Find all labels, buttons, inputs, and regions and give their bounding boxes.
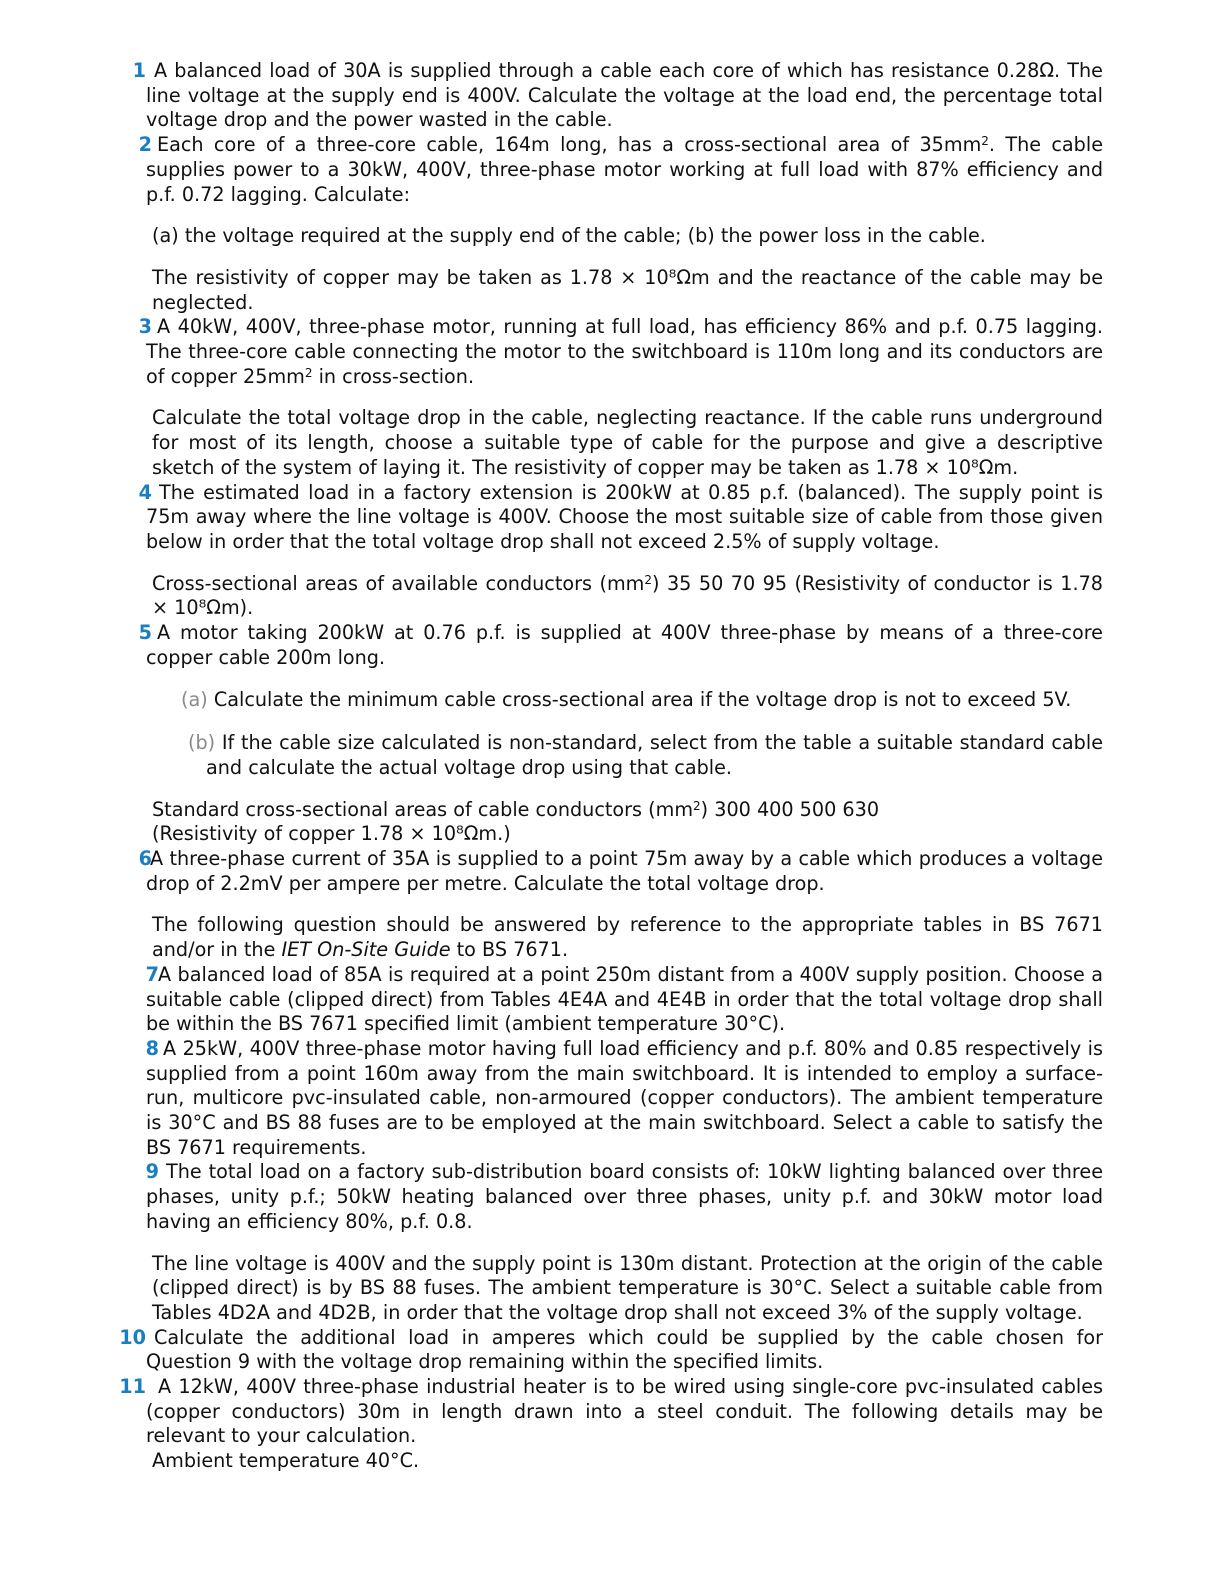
question-text: Calculate the additional load in amperes which could be supplied by the cable chosen for Question 9 with the voltage drop remaining within the specified limits.: [146, 1325, 1103, 1374]
question-number: 9: [145, 1160, 159, 1184]
question-2: [138, 133, 1103, 207]
note-text: The following question should be answered by reference to the appropriate tables in BS 7671 and/or in the: [152, 913, 1103, 962]
question-text: A 40kW, 400V, three-phase motor, running at full load, has efficiency 86% and p.f. 0.75 lagging. The three-core cable connecting the motor to the switchboard is 110m long and its conductors are of copper 25mm: [146, 315, 1103, 388]
question-6: [138, 846, 1103, 896]
question-number: 7: [145, 962, 159, 986]
question-5-table: [152, 798, 1103, 823]
question-11: [119, 1375, 1103, 1449]
question-9: [146, 1160, 1103, 1234]
document-page: [0, 59, 1224, 1474]
question-text: A 12kW, 400V three-phase industrial heater is to be wired using single-core pvc-insulated cables (copper conductors) 30m in length drawn into a steel conduit. The following details may be relevant to your calculation.: [146, 1375, 1103, 1448]
question-text: Each core of a three-core cable, 164m long, has a cross-sectional area of 35mm: [157, 133, 982, 157]
question-3-details: Calculate the total voltage drop in the cable, neglecting reactance. If the cable runs underground for most of its length, choose a suitable type of cable for the purpose and give a descriptive sketch of the system of laying it. The resistivity of copper may be taken as 1.78 × 10⁸Ωm.: [152, 406, 1103, 479]
note-text-cont: to BS 7671.: [450, 938, 569, 962]
part-text: Calculate the minimum cable cross-sectional area if the voltage drop is not to exceed 5V.: [213, 688, 1072, 712]
detail-text-cont: ) 300 400 500 630: [700, 797, 880, 821]
question-5-part-b: [188, 731, 1103, 780]
question-4: [138, 480, 1103, 555]
question-text: A balanced load of 85A is required at a point 250m distant from a 400V supply position. Choose a suitable cable (clipped direct) from Tables 4E4A and 4E4B in order that the total voltage drop shall be within the BS 7671 specified limit (ambient temperature 30°C).: [146, 962, 1103, 1036]
question-2-note: The resistivity of copper may be taken as 1.78 × 10⁸Ωm and the reactance of the cable may be neglected.: [152, 265, 1103, 314]
question-number: 8: [145, 1036, 159, 1060]
question-number: 10: [119, 1325, 146, 1349]
part-text: If the cable size calculated is non-standard, select from the table a suitable standard cable and calculate the actual voltage drop using that cable.: [206, 731, 1103, 779]
question-text-cont: in cross-section.: [312, 364, 475, 388]
question-10: [119, 1325, 1103, 1375]
question-text: A motor taking 200kW at 0.76 p.f. is supplied at 400V three-phase by means of a three-core copper cable 200m long.: [146, 621, 1103, 669]
question-5-part-a: [181, 688, 1103, 713]
question-number: 2: [138, 133, 152, 157]
superscript: 2: [644, 572, 652, 587]
question-4-details: [152, 572, 1103, 621]
question-text: A three-phase current of 35A is supplied to a point 75m away by a cable which produces a voltage drop of 2.2mV per ampere per metre. Calculate the total voltage drop.: [146, 846, 1103, 895]
question-11-details: Ambient temperature 40°C.: [152, 1449, 420, 1473]
question-number: 6: [138, 846, 152, 870]
question-text-cont: . The cable supplies power to a 30kW, 400V, three-phase motor working at full load with 87% efficiency and p.f. 0.72 lagging. Calculate:: [146, 133, 1103, 206]
detail-text: Cross-sectional areas of available conductors (mm: [152, 571, 645, 595]
question-2-parts: (a) the voltage required at the supply end of the cable; (b) the power loss in the cable.: [152, 224, 986, 248]
superscript: 2: [693, 798, 701, 813]
question-3: [138, 315, 1103, 389]
question-number: 5: [138, 621, 152, 645]
superscript: 2: [981, 134, 989, 149]
question-6-note: [152, 913, 1103, 962]
question-text: A 25kW, 400V three-phase motor having full load efficiency and p.f. 80% and 0.85 respectively is supplied from a point 160m away from the main switchboard. It is intended to employ a surface-run, multicore pvc-insulated cable, non-armoured (copper conductors). The ambient temperature is 30°C and BS 88 fuses are to be employed at the main switchboard. Select a cable to satisfy the BS 7671 requirements.: [146, 1036, 1103, 1159]
question-number: 1: [132, 59, 146, 82]
detail-text: Standard cross-sectional areas of cable conductors (mm: [152, 797, 694, 821]
question-text: The estimated load in a factory extension is 200kW at 0.85 p.f. (balanced). The supply point is 75m away where the line voltage is 400V. Choose the most suitable size of cable from those given below in order that the total voltage drop shall not exceed 2.5% of supply voltage.: [146, 480, 1103, 553]
question-number: 4: [138, 480, 152, 504]
question-8: [146, 1037, 1103, 1161]
question-9-details: The line voltage is 400V and the supply point is 130m distant. Protection at the origin of the cable (clipped direct) is by BS 88 fuses. The ambient temperature is 30°C. Select a suitable cable from Tables 4D2A and 4D2B, in order that the voltage drop shall not exceed 3% of the supply voltage.: [152, 1251, 1103, 1324]
superscript: 2: [304, 365, 313, 380]
question-number: 3: [138, 315, 152, 339]
detail-text-cont: ) 35 50 70 95 (Resistivity of conductor is 1.78 × 10⁸Ωm).: [152, 571, 1104, 620]
question-5: [138, 621, 1103, 670]
question-7: [146, 963, 1103, 1037]
question-1: [132, 59, 1103, 133]
part-label: (a): [181, 688, 208, 712]
question-5-note: (Resistivity of copper 1.78 × 10⁸Ωm.): [152, 822, 511, 846]
question-text: The total load on a factory sub-distribution board consists of: 10kW lighting balanced over three phases, unity p.f.; 50kW heating balanced over three phases, unity p.f. and 30kW motor load having an efficiency 80%, p.f. 0.8.: [146, 1160, 1103, 1233]
question-number: 11: [119, 1375, 146, 1399]
question-text: A balanced load of 30A is supplied through a cable each core of which has resistance 0.28Ω. The line voltage at the supply end is 400V. Calculate the voltage at the load end, the percentage total voltage drop and the power wasted in the cable.: [146, 59, 1103, 132]
part-label: (b): [188, 731, 216, 755]
note-italic: IET On-Site Guide: [281, 938, 451, 962]
